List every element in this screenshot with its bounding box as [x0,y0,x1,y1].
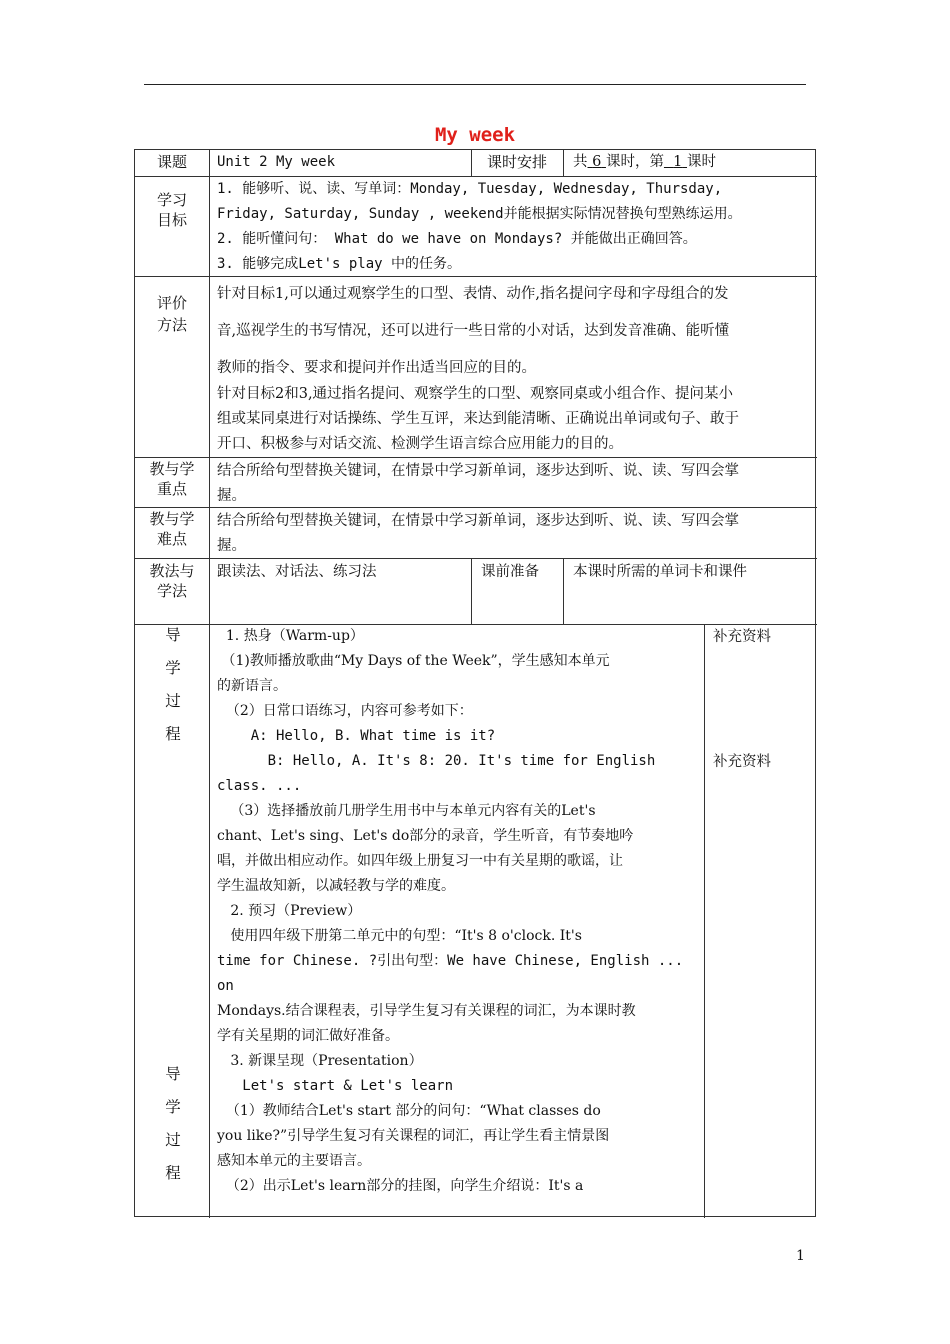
lesson-plan-table [134,149,816,1217]
process-line: （3）选择播放前几册学生用书中与本单元内容有关的Let's [217,803,596,819]
topic-label: 课题 [156,153,187,171]
process-line: 学有关星期的词汇做好准备。 [217,1028,399,1044]
evaluation-line: 组或某同桌进行对话操练、学生互评，来达到能清晰、正确说出单词或句子、敢于 [217,411,739,427]
objectives-label: 学习 目标 [156,191,187,229]
difficulties-label: 教与学 难点 [149,510,195,548]
process-content [217,624,703,1199]
process-line: on [217,978,234,994]
key-points-line: 结合所给句型替换关键词，在情景中学习新单词，逐步达到听、说、读、写四会掌 [217,463,739,479]
key-points-line: 握。 [217,488,246,504]
process-label-top: 导 学 过 程 [165,626,181,743]
process-line: 1. 热身（Warm-up） [217,628,364,644]
evaluation-label: 评价 方法 [156,294,187,334]
process-line: 使用四年级下册第二单元中的句型：“It's 8 o'clock. It's [217,928,582,944]
difficulties-line: 握。 [217,538,246,554]
evaluation-line: 教师的指令、要求和提问并作出适当回应的目的。 [217,360,536,376]
process-line: chant、Let's sing、Let's do部分的录音，学生听音，有节奏地吟 [217,828,634,844]
supplement-label-2: 补充资料 [713,754,771,770]
process-line: （1)教师播放歌曲“My Days of the Week”，学生感知本单元 [217,653,610,669]
key-points-label: 教与学 重点 [149,460,195,498]
col-divider [209,150,210,1218]
topic-value: Unit 2 My week [217,154,336,170]
row-divider [135,457,817,458]
evaluation-content [217,276,729,387]
process-line: 3. 新课呈现（Presentation） [217,1053,423,1069]
process-line: 唱，并做出相应动作。如四年级上册复习一中有关星期的歌谣，让 [217,853,623,869]
key-points-content [217,459,739,509]
process-line: you like?”引导学生复习有关课程的词汇，再让学生看主情景图 [217,1128,610,1144]
objective-line: 2. 能听懂问句： What do we have on Mondays? 并能做出正确回答。 [217,231,697,247]
process-line: （2）出示Let's learn部分的挂图，向学生介绍说：It's a [217,1178,584,1194]
schedule-value: 共 6 课时，第 1 课时 [573,154,717,170]
col-divider [471,558,472,624]
evaluation-line: 音,巡视学生的书写情况，还可以进行一些日常的小对话，达到发音准确、能听懂 [217,323,730,339]
supplement-label-1: 补充资料 [713,629,771,645]
col-divider [704,624,705,1218]
page-number: 1 [796,1248,805,1264]
process-line: （1）教师结合Let's start 部分的问句：“What classes do [217,1103,601,1119]
objective-line: 1. 能够听、说、读、写单词：Monday, Tuesday, Wednesday, Thursday, [217,181,723,197]
process-line: 感知本单元的主要语言。 [217,1153,371,1169]
process-line: Mondays.结合课程表，引导学生复习有关课程的词汇，为本课时教 [217,1003,636,1019]
process-label-bottom: 导 学 过 程 [165,1065,181,1182]
evaluation-content-2 [217,382,739,457]
schedule-label: 课时安排 [486,153,547,171]
evaluation-line: 针对目标2和3,通过指名提问、观察学生的口型、观察同桌或小组合作、提问某小 [217,386,734,402]
methods-label: 教法与 学法 [149,562,195,600]
process-line: class. ... [217,778,302,794]
methods-value: 跟读法、对话法、练习法 [217,564,377,580]
evaluation-line: 开口、积极参与对话交流、检测学生语言综合应用能力的目的。 [217,436,623,452]
process-line: A: Hello, B. What time is it? [217,728,496,744]
process-line: 2. 预习（Preview） [217,903,362,919]
col-divider [563,150,564,176]
process-line: 的新语言。 [217,678,287,694]
prep-value: 本课时所需的单词卡和课件 [573,564,747,580]
objective-line: Friday, Saturday, Sunday , weekend并能根据实际情况替换句型熟练运用。 [217,206,742,222]
process-line: 学生温故知新，以减轻教与学的难度。 [217,878,455,894]
process-line: time for Chinese. ?引出句型：We have Chinese, English ... [217,953,684,969]
difficulties-content [217,509,739,559]
header-rule [144,84,806,85]
process-line: （2）日常口语练习，内容可参考如下： [217,703,473,719]
difficulties-line: 结合所给句型替换关键词，在情景中学习新单词，逐步达到听、说、读、写四会掌 [217,513,739,529]
doc-title: My week [434,124,516,146]
objective-line: 3. 能够完成Let's play 中的任务。 [217,256,462,272]
col-divider [563,558,564,624]
prep-label: 课前准备 [481,564,539,580]
process-line: Let's start & Let's learn [217,1078,454,1094]
evaluation-line: 针对目标1,可以通过观察学生的口型、表情、动作,指名提问字母和字母组合的发 [217,286,729,302]
process-line: B: Hello, A. It's 8: 20. It's time for English [217,753,656,769]
objectives-content [217,177,742,277]
